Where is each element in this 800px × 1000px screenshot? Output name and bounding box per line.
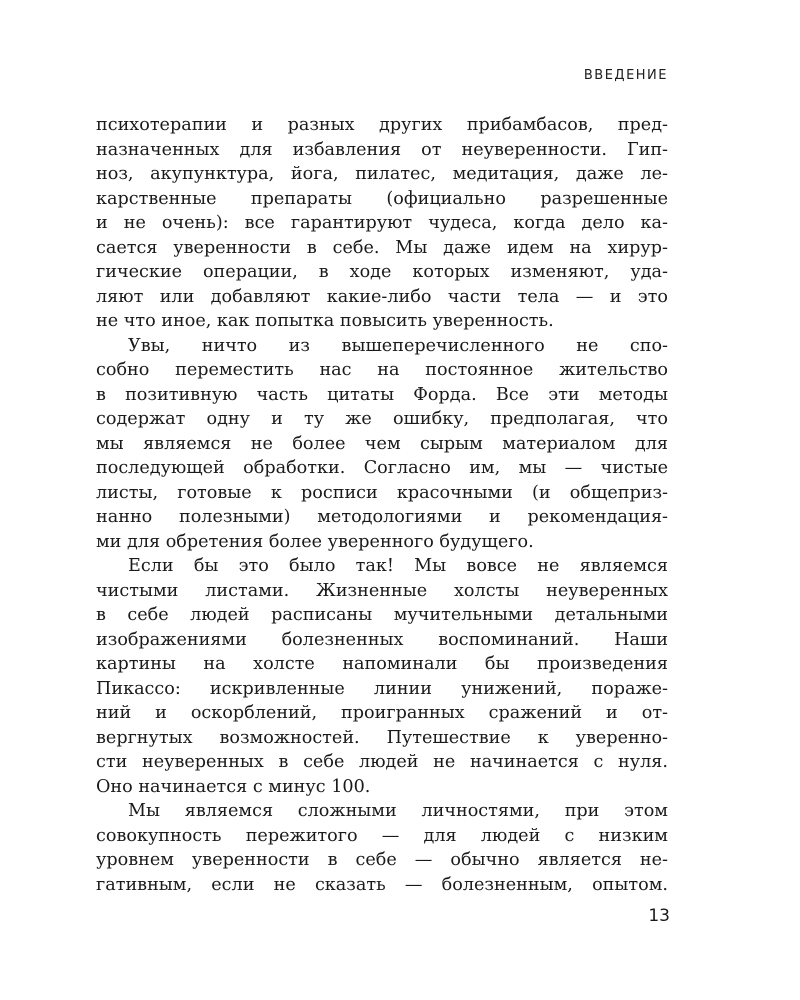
text-line: сается уверенности в себе. Мы даже идем на хирур- [96,237,668,258]
text-line: ний и оскорблений, проигранных сражений и от- [96,703,668,723]
paragraph-1 [96,113,668,334]
paragraph-4 [96,799,668,897]
text-line: совокупность пережитого — для людей с низким [96,825,668,846]
text-line: картины на холсте напоминали бы произведения [96,654,668,674]
text-line: собно переместить нас на постоянное жительство [96,360,668,380]
text-line: не что иное, как попытка повысить уверенность. [96,311,554,331]
text-line: уровнем уверенности в себе — обычно является не- [96,850,668,870]
text-line: в себе людей расписаны мучительными детальными [96,605,668,625]
text-line: гические операции, в ходе которых изменяют, уда- [96,262,668,282]
text-line: Пикассо: искривленные линии унижений, пораже- [96,678,668,699]
text-line: психотерапии и разных других прибамбасов, пред- [96,115,668,135]
text-line: Если бы это было так! Мы вовсе не являемся [128,556,668,576]
page-number: 13 [648,906,670,926]
body-text [96,113,668,897]
text-line: Мы являемся сложными личностями, при этом [128,801,668,821]
text-line: изображениями болезненных воспоминаний. Наши [96,629,668,650]
text-line: ноз, акупунктура, йога, пилатес, медитация, даже ле- [96,164,668,184]
text-line: последующей обработки. Согласно им, мы — чистые [96,458,668,478]
running-head: ВВЕДЕНИЕ [583,68,668,83]
text-line: нанно полезными) методологиями и рекомендация- [96,507,668,527]
text-line: вергнутых возможностей. Путешествие к уверенно- [96,727,668,748]
text-line: ляют или добавляют какие-либо части тела — и это [96,286,668,307]
paragraph-3 [96,554,668,799]
text-line: в позитивную часть цитаты Форда. Все эти методы [96,384,668,405]
text-line: Оно начинается с минус 100. [96,776,371,797]
text-line: гативным, если не сказать — болезненным, опытом. [96,874,668,895]
text-line: чистыми листами. Жизненные холсты неуверенных [96,580,668,601]
text-line: содержат одну и ту же ошибку, предполагая, что [96,409,668,429]
text-line: мы являемся не более чем сырым материалом для [96,433,668,454]
text-line: ми для обретения более уверенного будущего. [96,531,534,552]
text-line: карственные препараты (официально разрешенные [96,188,668,209]
text-line: Увы, ничто из вышеперечисленного не спо- [128,335,668,356]
text-line: назначенных для избавления от неуверенности. Гип- [96,139,668,160]
text-line: листы, готовые к росписи красочными (и общеприз- [96,482,668,503]
text-line: сти неуверенных в себе людей не начинается с нуля. [96,752,668,772]
paragraph-2 [96,334,668,555]
text-line: и не очень): все гарантируют чудеса, когда дело ка- [96,213,668,233]
